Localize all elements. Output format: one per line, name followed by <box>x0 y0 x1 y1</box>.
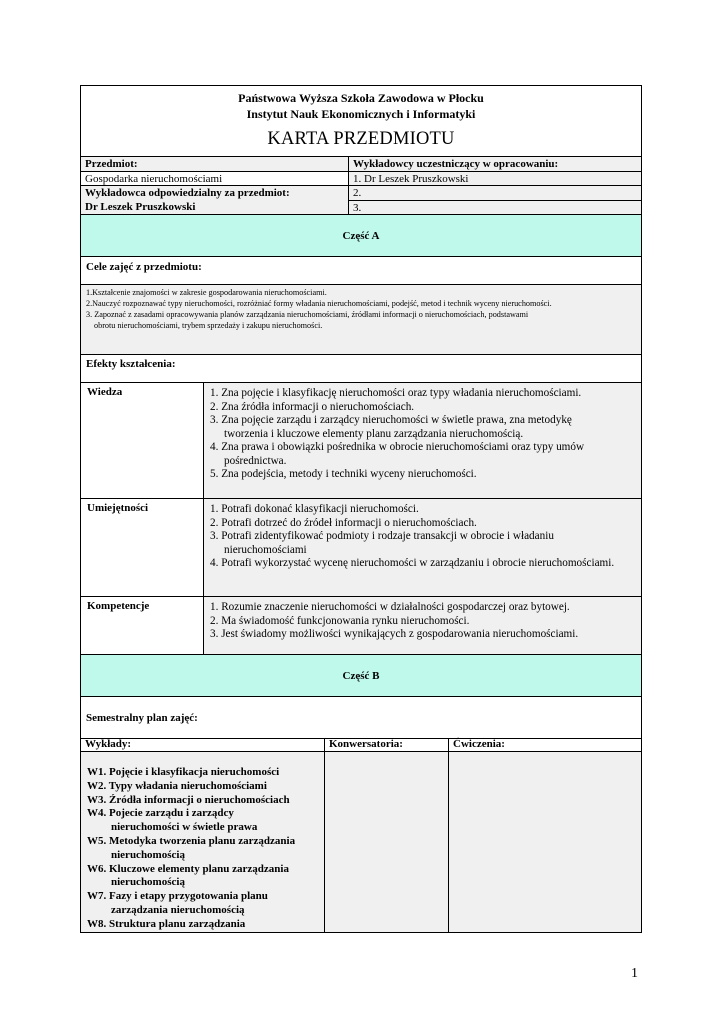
effect-item: nieruchomościami <box>224 543 307 556</box>
document-title: KARTA PRZEDMIOTU <box>267 129 455 149</box>
goals-label: Cele zajęć z przedmiotu: <box>86 261 202 273</box>
subject-info <box>81 156 641 214</box>
lecture-item: W4. Pojecie zarządu i zarządcy <box>87 807 234 820</box>
lecture-item: W7. Fazy i etapy przygotowania planu <box>87 890 268 903</box>
exercises-column-label: Ćwiczenia: <box>453 738 505 750</box>
knowledge-row <box>81 382 641 498</box>
competences-content <box>204 597 641 654</box>
effect-item: 1. Rozumie znaczenie nieruchomości w działalności gospodarczej oraz bytowej. <box>210 601 570 613</box>
effect-item: 5. Zna podejścia, metody i techniki wyceny nieruchomości. <box>210 468 477 480</box>
lecturer-item: 3. <box>349 200 641 214</box>
effects-header <box>81 354 641 382</box>
effect-item: 1. Zna pojęcie i klasyfikację nieruchomości oraz typy władania nieruchomościami. <box>210 387 582 399</box>
effect-item: 4. Zna prawa i obowiązki pośrednika w obrocie nieruchomościami oraz typy umów <box>210 441 585 453</box>
lectures-column <box>81 752 325 932</box>
page-number: 1 <box>631 966 638 981</box>
goal-item: 3. Zapoznać z zasadami opracowywania planów zarządzania nieruchomościami, źródłami informacji o nieruchomościach, podstawami <box>86 310 529 319</box>
knowledge-label: Wiedza <box>81 383 204 498</box>
lecture-item: W3. Źródła informacji o nieruchomościach <box>87 793 290 806</box>
lecture-item: W1. Pojęcie i klasyfikacja nieruchomości <box>87 766 280 778</box>
plan-content <box>81 751 641 932</box>
subject-label: Przedmiot: <box>81 157 348 171</box>
conversations-column-label: Konwersatoria: <box>325 739 449 751</box>
plan-header <box>81 696 641 738</box>
lecture-item: zarządzania nieruchomością <box>111 903 245 916</box>
lectures-column-label: Wykłady: <box>81 739 325 751</box>
skills-content <box>204 499 641 596</box>
effects-label: Efekty kształcenia: <box>86 358 176 370</box>
lecturer-item: 1. Dr Leszek Pruszkowski <box>349 171 641 185</box>
plan-label: Semestralny plan zajęć: <box>86 712 198 724</box>
effect-item: 4. Potrafi wykorzystać wycenę nieruchomości w zarządzaniu i obrocie nieruchomościami. <box>210 557 615 569</box>
competences-label: Kompetencje <box>81 597 204 654</box>
effect-item: pośrednictwa. <box>224 454 287 467</box>
subject-value: Gospodarka nieruchomościami <box>81 171 348 185</box>
lecture-item: nieruchomością <box>111 848 185 861</box>
conversations-column <box>325 752 449 932</box>
responsible-value: Dr Leszek Pruszkowski <box>81 200 348 214</box>
goals-header <box>81 256 641 284</box>
lecturers-column <box>349 157 641 214</box>
effect-item: 3. Jest świadomy możliwości wynikających z gospodarowania nieruchomościami. <box>210 628 579 640</box>
part-b-header: Część B <box>81 654 641 696</box>
institute-name: Instytut Nauk Ekonomicznych i Informatyki <box>246 107 476 121</box>
lecture-item: W2. Typy władania nieruchomościami <box>87 779 267 792</box>
course-card-table <box>80 85 642 933</box>
lecturer-item: 2. <box>349 185 641 200</box>
lecturers-label: Wykładowcy uczestniczący w opracowaniu: <box>349 157 641 171</box>
responsible-label: Wykładowca odpowiedzialny za przedmiot: <box>81 185 348 200</box>
competences-row <box>81 596 641 654</box>
effect-item: 2. Potrafi dotrzeć do źródeł informacji o nieruchomościach. <box>210 516 477 529</box>
effect-item: 1. Potrafi dokonać klasyfikacji nieruchomości. <box>210 503 419 515</box>
skills-label: Umiejętności <box>81 499 204 596</box>
goal-item: 2.Nauczyć rozpoznawać typy nieruchomości, rozróżniać formy władania nieruchomościami, podejść, metod i technik wyceny nieruchomości. <box>86 299 552 308</box>
goals-content <box>81 284 641 354</box>
exercises-column <box>449 752 641 932</box>
effect-item: 3. Zna pojęcie zarządu i zarządcy nieruchomości w świetle prawa, zna metodykę <box>210 414 572 426</box>
knowledge-content <box>204 383 641 498</box>
school-name: Państwowa Wyższa Szkoła Zawodowa w Płocku <box>238 91 484 105</box>
plan-columns-header <box>81 738 641 751</box>
effect-item: 2. Zna źródła informacji o nieruchomościach. <box>210 400 415 413</box>
effect-item: 3. Potrafi zidentyfikować podmioty i rodzaje transakcji w obrocie i władaniu <box>210 530 554 542</box>
goal-item: 1.Kształcenie znajomości w zakresie gospodarowania nieruchomościami. <box>86 288 327 297</box>
lecture-item: nieruchomości w świetle prawa <box>111 821 258 834</box>
skills-row <box>81 498 641 596</box>
lecture-item: nieruchomością <box>111 876 185 889</box>
document-header <box>81 86 641 156</box>
subject-column <box>81 157 349 214</box>
effect-item: tworzenia i kluczowe elementy planu zarządzania nieruchomością. <box>224 427 524 440</box>
lecture-item: W6. Kluczowe elementy planu zarządzania <box>87 862 289 875</box>
effect-item: 2. Ma świadomość funkcjonowania rynku nieruchomości. <box>210 614 470 627</box>
goal-item: obrotu nieruchomościami, trybem sprzedaży i zakupu nieruchomości. <box>94 321 323 330</box>
part-a-header: Część A <box>81 214 641 256</box>
lecture-item: W8. Struktura planu zarządzania <box>87 917 246 930</box>
lecture-item: W5. Metodyka tworzenia planu zarządzania <box>87 834 296 847</box>
